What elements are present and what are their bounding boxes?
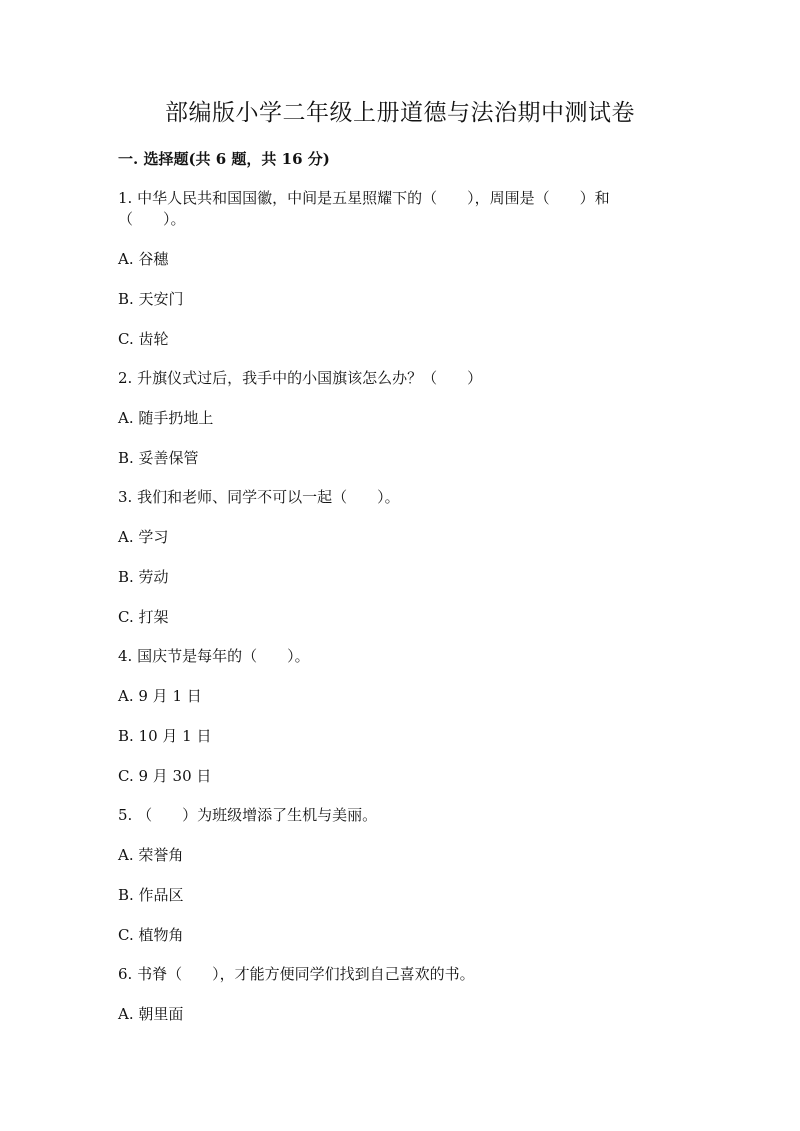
question-4-option-c: C. 9 月 30 日 [118,767,212,785]
question-5-option-b: B. 作品区 [118,886,184,904]
page-title: 部编版小学二年级上册道德与法治期中测试卷 [165,100,635,126]
question-6-option-a: A. 朝里面 [118,1005,184,1023]
question-4-option-a: A. 9 月 1 日 [118,687,202,705]
question-2-option-a: A. 随手扔地上 [118,409,214,427]
question-1-stem-line-1: 1. 中华人民共和国国徽，中间是五星照耀下的（ ），周围是（ ）和 [118,189,610,207]
question-4-stem: 4. 国庆节是每年的（ ）。 [118,647,310,665]
question-3-option-a: A. 学习 [118,528,169,546]
question-1-option-c: C. 齿轮 [118,330,169,348]
question-1-option-b: B. 天安门 [118,290,184,308]
question-1-stem-line-2: （ ）。 [118,210,186,228]
question-5-option-a: A. 荣誉角 [118,846,184,864]
question-2-stem: 2. 升旗仪式过后，我手中的小国旗该怎么办？（ ） [118,369,483,387]
question-6-stem: 6. 书脊（ ），才能方便同学们找到自己喜欢的书。 [118,965,475,983]
question-3-option-c: C. 打架 [118,608,169,626]
question-4-option-b: B. 10 月 1 日 [118,727,212,745]
question-5-stem: 5. （ ）为班级增添了生机与美丽。 [118,806,378,824]
section-heading: 一. 选择题(共 6 题，共 16 分) [118,150,330,168]
question-3-option-b: B. 劳动 [118,568,169,586]
question-5-option-c: C. 植物角 [118,926,184,944]
question-1-option-a: A. 谷穗 [118,250,169,268]
question-2-option-b: B. 妥善保管 [118,449,199,467]
question-3-stem: 3. 我们和老师、同学不可以一起（ ）。 [118,488,400,506]
